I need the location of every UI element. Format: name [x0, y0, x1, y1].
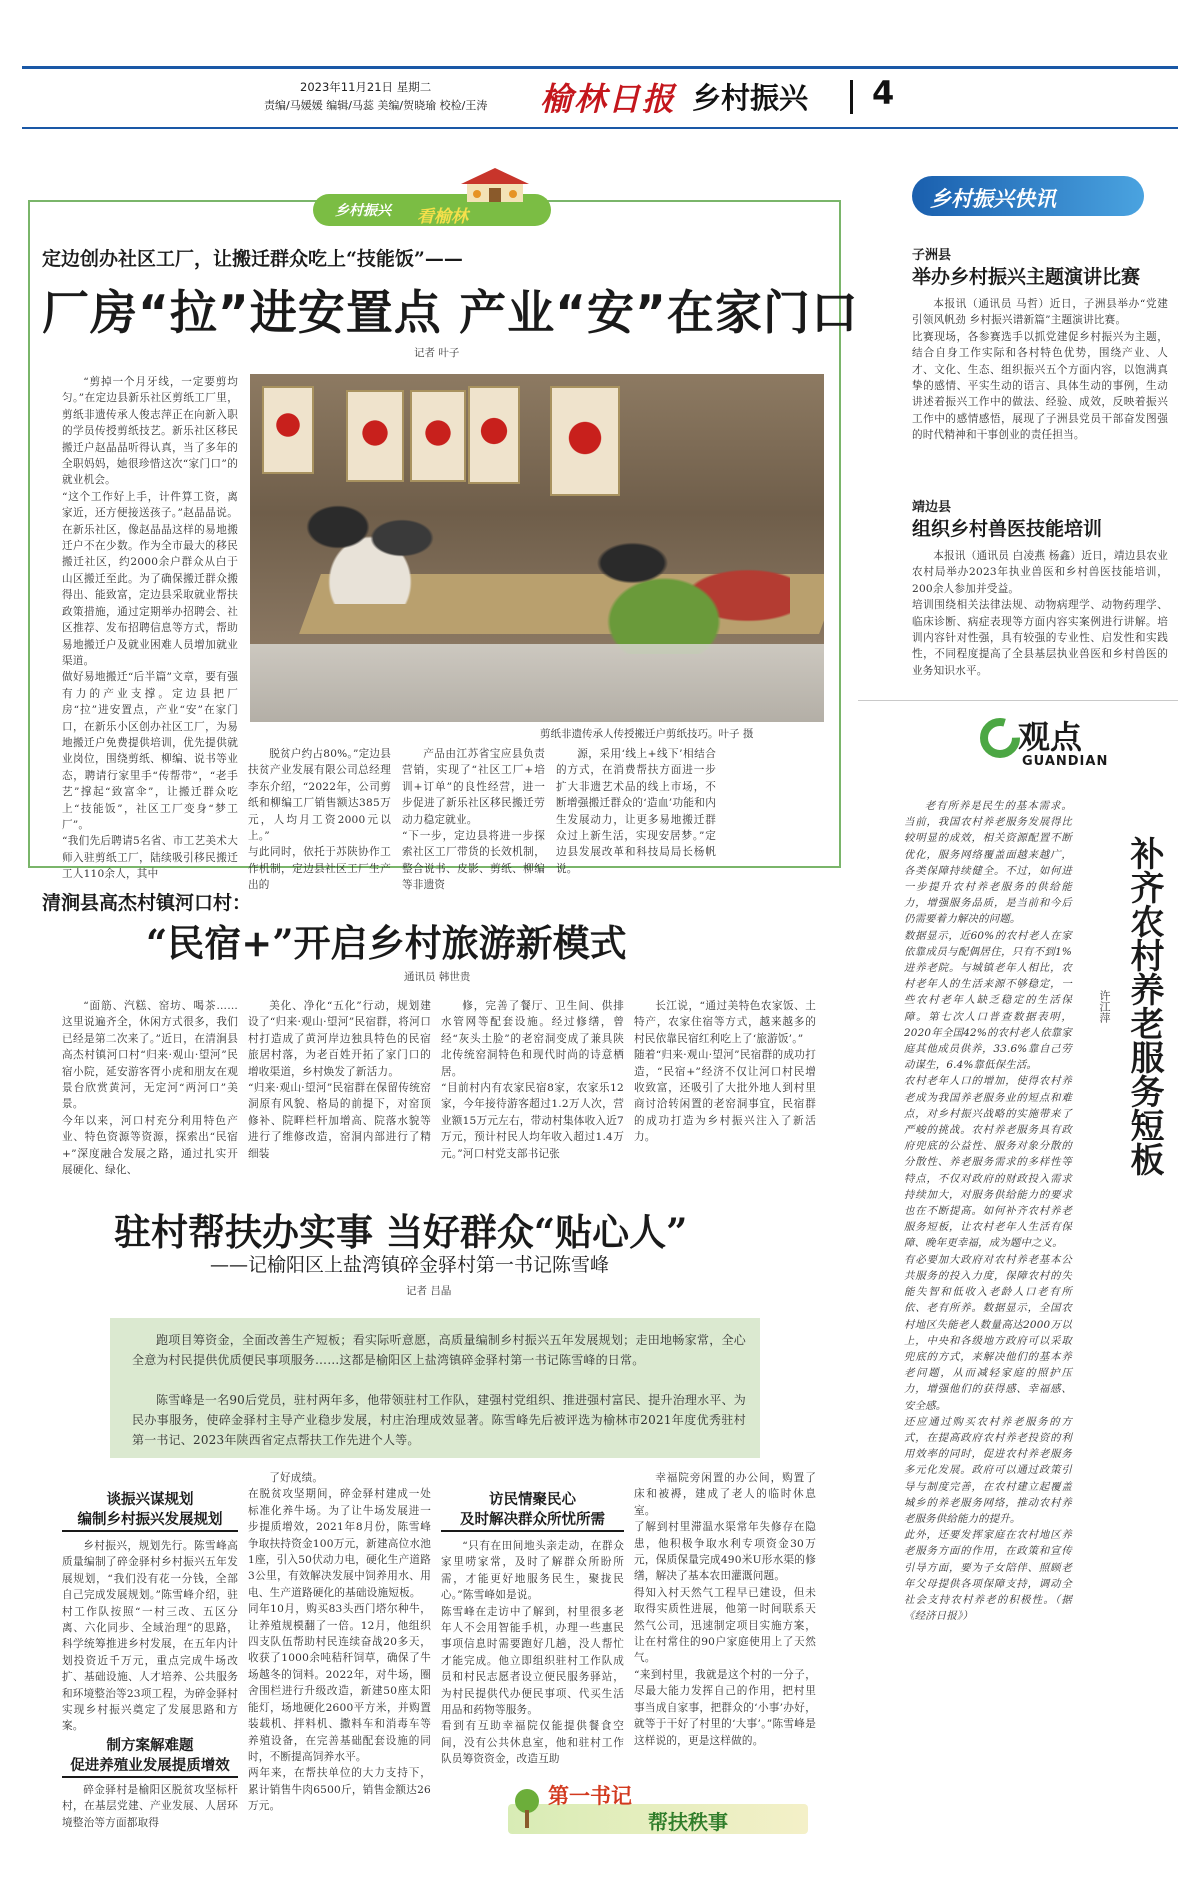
news-2-body: 本报讯（通讯员 白凌燕 杨鑫）近日，靖边县农业农村局举办2023年执业兽医和乡村兽医技能培训，200余人参加并受益。 培训围绕相关法律法规、动物病理学、动物药理学、临床诊断、病症表现等方面内容实案例进行讲解。培训内容针对性强，具有较强的专业性、启发性和实践性，不同程度提高了全县基层执业兽医和乡村兽医的业务知识水平。 [912, 550, 1168, 677]
paper-masthead: 榆林日报 [540, 80, 677, 118]
cadre-lead-2: 陈雪峰是一名90后党员，驻村两年多，他带领驻村工作队，建强村党组织、推进强村富民、提升治理水平、为民办事服务，使碎金驿村主导产业稳步发展，村庄治理成效显著。陈雪峰先后被评选为榆林市2021年度优秀驻村第一书记、2023年陕西省定点帮扶工作先进个人等。 [132, 1393, 746, 1447]
news-1-body: 本报讯（通讯员 马哲）近日，子洲县举办“党建引领风帆劲 乡村振兴谱新篇”主题演讲比赛。 比赛现场，各参赛选手以抓党建促乡村振兴为主题，结合自身工作实际和各村特色优势，围绕产业、人才、文化、生态、组织振兴五个方面内容，以饱满真挚的感情、平实生动的语言、具体生动的事例，生动讲述着振兴工作中的做法、经验、成效，反映着振兴工作中的感情感悟，展现了子洲县党员干部奋发图强的时代精神和干事创业的责任担当。 [912, 298, 1168, 442]
farmhouse-icon [455, 166, 535, 202]
editor-credits: 责编/马媛媛 编辑/马蕊 美编/贺晓瑜 校检/王涛 [264, 99, 488, 112]
issue-date: 2023年11月21日 星期二 [300, 80, 432, 94]
wall-papercut-5 [550, 386, 620, 496]
wall-papercut-2 [346, 390, 404, 482]
main-byline: 记者 叶子 [414, 347, 460, 359]
cadre-subtitle: ——记榆阳区上盐湾镇碎金驿村第一书记陈雪峰 [210, 1254, 610, 1276]
opinion-banner-text: 观点 [1018, 718, 1083, 756]
header-bottom-rule [22, 127, 1178, 129]
main-col-3: 产品由江苏省宝应县负责营销，实现了“社区工厂+培训+订单”的良性经营，进一步促进了新乐社区移民搬迁劳动力稳定就业。 “下一步，定边县将进一步探索社区工厂带货的长效机制，整合说书、皮影、剪纸、柳编等非遗资 [402, 748, 545, 892]
news-1-county: 子洲县 [912, 248, 952, 263]
minsu-byline: 通讯员 韩世贵 [404, 971, 471, 983]
cadre-col-3: “只有在田间地头亲走动，在群众家里唠家常，及时了解群众所盼所需，才能更好地服务民生，聚拢民心。”陈雪峰如是说。 陈雪峰在走访中了解到，村里很多老年人不会用智能手机，办理一些惠民事项信息时需要跑好几趟，没人帮忙才能完成。他立即组织驻村工作队成员和村民志愿者设立便民服务驿站，为村民提供代办便民事项、代买生活用品和药物等服务。 看到有互助幸福院仅能提供餐食空间，没有公共休息室，他和驻村工作队员筹资资金，改造互助 [441, 1540, 624, 1766]
wall-papercut-1 [262, 386, 314, 474]
chairs-foreground [250, 644, 824, 722]
section-title: 乡村振兴 [692, 81, 809, 115]
cadre-subrule-2 [62, 1776, 238, 1778]
banner-tree-icon [514, 1788, 540, 1828]
cadre-subhead-3: 访民情聚民心 [489, 1491, 576, 1508]
page-number: 4 [872, 74, 895, 112]
workers-group-right [580, 524, 790, 654]
wall-papercut-4 [468, 386, 520, 484]
opinion-body: 老有所养是民生的基本需求。当前，我国农村养老服务发展得比较明显的成效，相关资源配置不断优化，服务网络覆盖面越来越广，各类保障持续健全。不过，如何进一步提升农村养老服务的供给能力，增强服务品质，是当前和今后仍需要着力解决的问题。 数据显示，近60%的农村老人在家依靠成员与配偶居住，只有不到1%进养老院。与城镇老年人相比，农村老年人的生活来源不够稳定，一些农村老年人缺乏稳定的生活保障。第七次人口普查数据表明，2020年全国42%的农村老人依靠家庭其他成员供养，33.6%靠自己劳动谋生，6.4%靠低保生活。 农村老年人口的增加，使得农村养老成为我国养老服务业的短点和难点，对乡村振兴战略的实施带来了严峻的挑战。农村养老服务具有政府兜底的公益性、服务对象分散的分散性、养老服务需求的多样性等特点，不仅对政府的财政投入需求持续加大，对服务供给能力的要求也在不断提高。如何补齐农村养老服务短板，让农村老年人生活有保障、晚年更幸福，成为题中之义。 有必要加大政府对农村养老基本公共服务的投入力度，保障农村的失能失智和低收入老龄人口老有所依、老有所养。数据显示，全国农村地区失能老人数量高达2000万以上，中央和各级地方政府可以采取兜底的方式，来解决他们的基本养老问题，从而减轻家庭的照护压力，增强他们的获得感、幸福感、安全感。 还应通过购买农村养老服务的方式，在提高政府农村养老投资的利用效率的同时，促进农村养老服务多元化发展。政府可以通过政策引导与制度完善，在农村建立起覆盖城乡的养老服务网络，推动农村养老服务供给能力的提升。 此外，还要发挥家庭在农村地区养老服务方面的作用，在政策和宣传引导方面，要为子女陪伴、照顾老年父母提供各项保障支持，调动全社会支持农村养老的积极性。（据《经济日报》） [904, 800, 1072, 1623]
cadre-subrule-1 [62, 1530, 238, 1532]
main-col-4: 源，采用‘线上+线下’相结合的方式，在消费帮扶方面进一步扩大非遗艺术品的线上市场，不断增强搬迁群众的‘造血’功能和内生发展动力，让更多易地搬迁群众过上新生活，实现安居梦。”定边县发展改革和科技局局长杨帆说。 [556, 748, 716, 875]
cadre-subhead-1: 谈振兴谋规划 [106, 1491, 194, 1508]
header-divider [850, 80, 853, 114]
photo-caption: 剪纸非遗传承人传授搬迁户剪纸技巧。叶子 摄 [540, 728, 754, 740]
banner-text-1: 乡村振兴 [335, 203, 391, 219]
cadre-headline: 驻村帮扶办实事 当好群众“贴心人” [114, 1210, 688, 1254]
minsu-col-4: 长江说，“通过美特色农家饭、土特产，农家住宿等方式，越来越多的村民依靠民宿红利吃上了‘旅游饭’。” 随着“归来·观山·望河”民宿群的成功打造，“民宿+”经济不仅让河口村民增收致富，还吸引了大批外地人到村里商讨洽转闲置的老窑洞事宜，民宿群的成功打造为乡村振兴注入了新活力。 [634, 1000, 816, 1144]
main-col-2: 脱贫户约占80%。”定边县扶贫产业发展有限公司总经理李东介绍，“2022年，公司剪纸和柳编工厂销售额达385万元，人均月工资2000元以上。” 与此同时，依托于苏陕协作工作机制，定边县社区工厂生产出的 [248, 748, 391, 892]
cadre-lead-1: 跑项目筹资金，全面改善生产短板；看实际听意愿，高质量编制乡村振兴五年发展规划；走田地畅家常，全心全意为村民提供优质便民事项服务……这都是榆阳区上盐湾镇碎金驿村第一书记陈雪峰的日常。 [132, 1333, 746, 1367]
opinion-ring-icon [978, 716, 1022, 760]
cadre-col-1a: 乡村振兴，规划先行。陈雪峰高质量编制了碎金驿村乡村振兴五年发展规划，“我们没有花一分钱，全部自己完成发展规划。”陈雪峰介绍，驻村工作队按照“一村三改、五区分离、六化同步、全域治理”的思路，科学统筹推进乡村发展，在五年内计划投资近千万元，重点完成牛场改扩、基础设施、人才培养、公共服务和环境整治等23项工程，为碎金驿村实现乡村振兴奠定了发展思路和方案。 [62, 1540, 238, 1733]
news-banner-text: 乡村振兴快讯 [930, 187, 1056, 211]
main-kicker: 定边创办社区工厂，让搬迁群众吃上“技能饭”—— [42, 248, 463, 270]
first-secretary-banner [508, 1778, 808, 1834]
header-top-rule [22, 66, 1178, 69]
minsu-col-1: “面筋、汽糕、窑坊、喝茶……这里说遍齐全，休闲方式很多，我们已经是第二次来了。”近日，在清涧县高杰村镇河口村“归来·观山·望河”民宿小院，延安游客胥小虎和朋友在观景台欣赏黄河，无定河“两河口”美景。 今年以来，河口村充分利用特色产业、特色资源等资源，探索出“民宿+”深度融合发展之路，通过扎实开展硬化、绿化、 [62, 1000, 238, 1177]
minsu-col-2: 美化、净化“五化”行动，规划建设了“归来·观山·望河”民宿群，将河口村打造成了黄河岸边独具特色的民宿旅居村落，为老百姓开拓了家门口的增收渠道，乡村焕发了新活力。 “归来·观山·望河”民宿群在保留传统窑洞原有风貌、格局的前提下，对窑顶修补、院畔栏杆加增高、院落水貌等进行了维修改造，窑洞内部进行了精细装 [248, 1000, 431, 1160]
main-col-1: “剪掉一个月牙线，一定要剪均匀。”在定边县新乐社区剪纸工厂里，剪纸非遗传承人俊志萍正在向新入职的学员传授剪纸技艺。新乐社区移民搬迁户赵晶晶听得认真，当了多年的全职妈妈，她很珍惜这次“家门口”的就业机会。 “这个工作好上手，计件算工资，离家近，还方便接送孩子。”赵晶晶说。在新乐社区，像赵晶晶这样的易地搬迁户不在少数。作为全市最大的移民搬迁社区，约2000余户群众从白于山区搬迁至此。为了确保搬迁群众搬得出、能致富，定边县采取就业帮扶政策措施，通过定期举办招聘会、社区推荐、发布招聘信息等方式，帮助易地搬迁户及就业困难人员增加就业渠道。 做好易地搬迁“后半篇”文章，要有强有力的产业支撑。定边县把厂房“拉”进安置点，产业“安”在家门口，在新乐小区创办社区工厂，为易地搬迁户免费提供培训，优先提供就业岗位，围绕剪纸、柳编、说书等业态，聘请行家里手“传帮带”，“老手艺”撑起“致富伞”，让搬迁群众吃上“技能饭”，社区工厂变身“梦工厂”。 “我们先后聘请5名省、市工艺美术大师入驻剪纸工厂，陆续吸引移民搬迁工人110余人，其中 [62, 376, 238, 881]
banner-text-first-secretary: 第一书记 [548, 1784, 632, 1808]
minsu-col-3: 修，完善了餐厅、卫生间、供排水管网等配套设施。经过修缮，曾经“灰头土脸”的老窑洞变成了兼具陕北传统窑洞特色和现代时尚的诗意栖居。 “目前村内有农家民宿8家，农家乐12家，今年接待游客超过1.2万人次，营业额15万元左右，带动村集体收入近7万元，预计村民人均年收入超过1.4万元。”河口村党支部书记张 [441, 1000, 624, 1160]
news-divider [858, 700, 1178, 701]
cadre-subhead-3b: 及时解决群众所忧所需 [460, 1511, 605, 1528]
opinion-headline: 补齐农村养老服务短板 [1124, 836, 1164, 1176]
news-banner [912, 176, 1144, 216]
cadre-col-4: 幸福院旁闲置的办公间，购置了床和被褥，建成了老人的临时休息室。 了解到村里滞温水渠常年失修存在隐患，他积极争取水利专项资金30万元，保质保量完成490米U形水渠的修缮，解决了基本农田灌溉问题。 得知入村天然气工程早已建设，但未取得实质性进展，他第一时间联系天然气公司，迅速制定项目实施方案，让在村常住的90户家庭使用上了天然气。 “来到村里，我就是这个村的一分子，尽最大能力发挥自己的作用，把村里事当成自家事，把群众的‘小事’办好，就等于干好了村里的‘大事’。”陈雪峰是这样说的，更是这样做的。 [634, 1472, 816, 1747]
minsu-kicker: 清涧县高杰村镇河口村： [42, 892, 252, 914]
cadre-col-1b: 碎金驿村是榆阳区脱贫攻坚标杆村，在基层党建、产业发展、人居环境整治等方面都取得 [62, 1784, 238, 1829]
main-headline: 厂房“拉”进安置点 产业“安”在家门口 [42, 286, 859, 341]
banner-text-2: 看榆林 [417, 207, 468, 227]
news-2-title: 组织乡村兽医技能培训 [912, 518, 1103, 540]
banner-text-helping: 帮扶秩事 [648, 1810, 728, 1834]
cadre-subhead-2b: 促进养殖业发展提质增效 [70, 1757, 230, 1774]
village-banner [305, 164, 575, 234]
minsu-headline: “民宿+”开启乡村旅游新模式 [146, 921, 627, 965]
workers-group-left [290, 494, 450, 604]
cadre-subhead-2: 制方案解难题 [106, 1737, 194, 1754]
papercut-workshop-photo [250, 374, 824, 722]
opinion-banner-sub: GUANDIAN [1022, 754, 1109, 769]
cadre-subrule-3 [441, 1530, 624, 1532]
cadre-byline: 记者 吕晶 [406, 1285, 452, 1297]
cadre-col-2: 了好成绩。 在脱贫攻坚期间，碎金驿村建成一处标准化养牛场。为了让牛场发展进一步提质增效，2021年8月份，陈雪峰争取扶持资金100万元，新建高位水池1座，引入50伏动力电，硬化生产道路3公里，有效解决发展中饲养用水、用电、生产道路硬化的基础设施短板。 同年10月，购买83头西门塔尔种牛，让养殖规模翻了一倍。12月，他组织四支队伍帮助村民连续奋战20多天，收获了1000余吨秸秆饲草，确保了牛场越冬的饲料。2022年，对牛场，圈舍围栏进行升级改造，新建50座太阳能灯，场地硬化2600平方米，并购置装载机、拌料机、撒料车和消毒车等养殖设备，在完善基础配套设施的同时，不断提高饲养水平。 两年来，在帮扶单位的大力支持下，累计销售牛肉6500斤，销售金额达26万元。 [248, 1472, 431, 1813]
wall-papercut-3 [410, 390, 466, 482]
opinion-banner [978, 712, 1128, 772]
cadre-subhead-1b: 编制乡村振兴发展规划 [77, 1511, 223, 1528]
opinion-author: 许江萍 [1098, 990, 1111, 1023]
news-2-county: 靖边县 [912, 500, 952, 515]
news-1-title: 举办乡村振兴主题演讲比赛 [912, 266, 1141, 288]
